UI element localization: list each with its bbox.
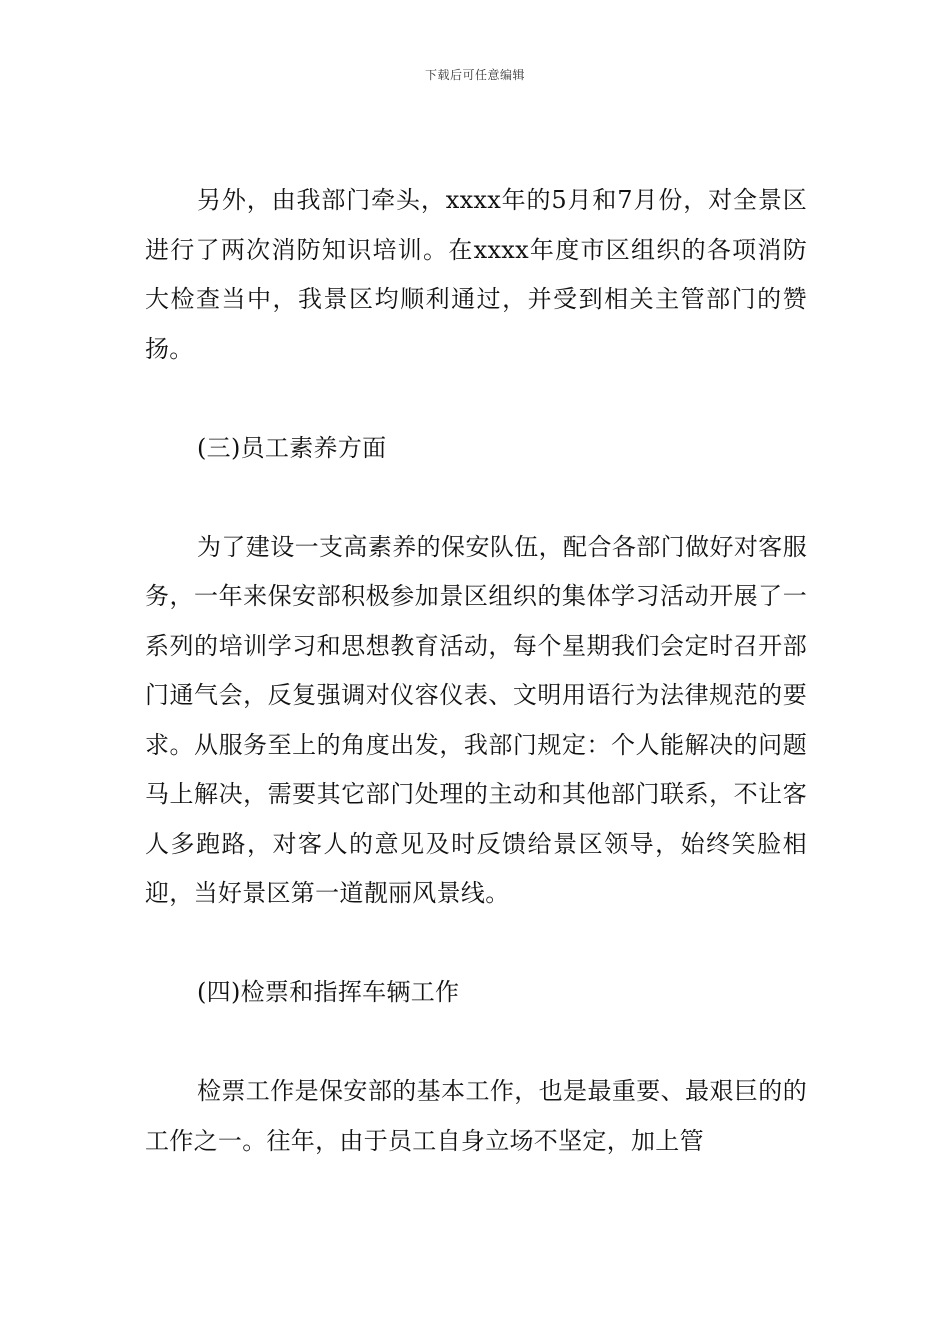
paragraph-gap: [145, 1018, 807, 1068]
paragraph-fire-training: 另外，由我部门牵头，xxxx年的5月和7月份，对全景区进行了两次消防知识培训。在xxxx年度市区组织的各项消防大检查当中，我景区均顺利通过，并受到相关主管部门的赞扬。: [145, 186, 807, 363]
paragraph-ticket-check: 检票工作是保安部的基本工作，也是最重要、最艰巨的的工作之一。往年，由于员工自身立场不坚定，加上管: [145, 1077, 807, 1155]
paragraph-gap: [145, 374, 807, 424]
paragraph-gap: [145, 473, 807, 523]
section-heading-staff-quality: (三)员工素养方面: [197, 433, 387, 462]
document-body: [145, 176, 807, 1166]
paragraph-staff-quality: 为了建设一支高素养的保安队伍，配合各部门做好对客服务，一年来保安部积极参加景区组织的集体学习活动开展了一系列的培训学习和思想教育活动，每个星期我们会定时召开部门通气会，反复强调对仪容仪表、文明用语行为法律规范的要求。从服务至上的角度出发，我部门规定：个人能解决的问题马上解决，需要其它部门处理的主动和其他部门联系，不让客人多跑路，对客人的意见及时反馈给景区领导，始终笑脸相迎，当好景区第一道靓丽风景线。: [145, 532, 807, 907]
section-heading-ticket-check: (四)检票和指挥车辆工作: [197, 978, 460, 1006]
paragraph-gap: [145, 919, 807, 969]
header-note: 下载后可任意编辑: [424, 68, 525, 82]
